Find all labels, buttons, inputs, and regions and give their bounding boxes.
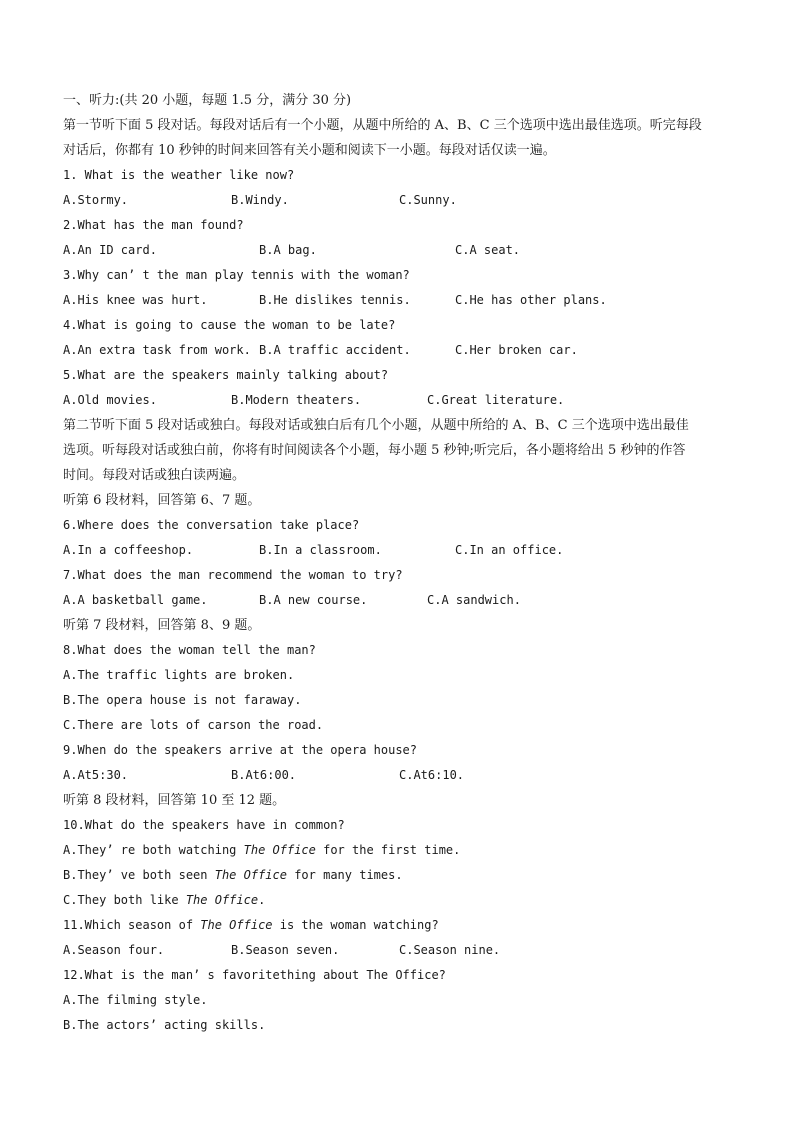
question-10: 10.What do the speakers have in common? <box>63 818 345 832</box>
option-9b: B.At6:00. <box>231 768 297 782</box>
show-title: The Office <box>214 868 287 882</box>
question-7: 7.What does the man recommend the woman to try? <box>63 568 403 582</box>
option-12a: A.The filming style. <box>63 993 208 1007</box>
option-6b: B.In a classroom. <box>259 543 382 557</box>
question-12: 12.What is the man’ s favoritething about The Office? <box>63 968 446 982</box>
option-4a: A.An extra task from work. <box>63 343 251 357</box>
option-1a: A.Stormy. <box>63 193 129 207</box>
part2-intro-line-1: 第二节听下面 5 段对话或独白。每段对话或独白后有几个小题，从题中所给的 A、B、C 三个选项中选出最佳 <box>63 418 689 433</box>
show-title: The Office <box>185 893 259 907</box>
question-11: 11.Which season of The Office is the woman watching? <box>63 918 439 932</box>
question-6: 6.Where does the conversation take place? <box>63 518 360 532</box>
question-8: 8.What does the woman tell the man? <box>63 643 316 657</box>
option-3c: C.He has other plans. <box>455 293 607 307</box>
option-5c: C.Great literature. <box>427 393 565 407</box>
option-8b: B.The opera house is not faraway. <box>63 693 302 707</box>
part2-intro-line-2: 选项。听每段对话或独白前，你将有时间阅读各个小题，每小题 5 秒钟;听完后，各小题将给出 5 秒钟的作答 <box>63 443 686 458</box>
option-11b: B.Season seven. <box>231 943 340 957</box>
option-6a: A.In a coffeeshop. <box>63 543 194 557</box>
option-7a: A.A basketball game. <box>63 593 208 607</box>
question-3: 3.Why can’ t the man play tennis with the woman? <box>63 268 410 282</box>
question-2: 2.What has the man found? <box>63 218 244 232</box>
option-7c: C.A sandwich. <box>427 593 521 607</box>
options-1 <box>63 188 743 213</box>
option-2a: A.An ID card. <box>63 243 157 257</box>
option-10a: A.They’ re both watching The Office for the first time. <box>63 843 461 857</box>
options-9 <box>63 763 743 788</box>
option-9a: A.At5:30. <box>63 768 129 782</box>
option-4c: C.Her broken car. <box>455 343 578 357</box>
options-2 <box>63 238 743 263</box>
option-8c: C.There are lots of carson the road. <box>63 718 324 732</box>
option-9c: C.At6:10. <box>399 768 465 782</box>
exam-page <box>63 88 743 1038</box>
option-10c: C.They both like The Office. <box>63 893 266 907</box>
option-2b: B.A bag. <box>259 243 317 257</box>
question-1: 1. What is the weather like now? <box>63 168 295 182</box>
option-5a: A.Old movies. <box>63 393 157 407</box>
options-11 <box>63 938 743 963</box>
part1-intro-line-1: 第一节听下面 5 段对话。每段对话后有一个小题，从题中所给的 A、B、C 三个选项中选出最佳选项。听完每段 <box>63 118 702 133</box>
option-3a: A.His knee was hurt. <box>63 293 208 307</box>
option-10b: B.They’ ve both seen The Office for many times. <box>63 868 403 882</box>
show-title: The Office <box>243 843 316 857</box>
group-7-header: 听第 7 段材料，回答第 8、9 题。 <box>63 618 261 633</box>
option-2c: C.A seat. <box>455 243 521 257</box>
question-5: 5.What are the speakers mainly talking about? <box>63 368 389 382</box>
options-6 <box>63 538 743 563</box>
part1-intro-line-2: 对话后，你都有 10 秒钟的时间来回答有关小题和阅读下一小题。每段对话仅读一遍。 <box>63 143 556 158</box>
option-11c: C.Season nine. <box>399 943 501 957</box>
options-3 <box>63 288 743 313</box>
option-11a: A.Season four. <box>63 943 165 957</box>
question-9: 9.When do the speakers arrive at the opera house? <box>63 743 418 757</box>
options-5 <box>63 388 743 413</box>
option-6c: C.In an office. <box>455 543 564 557</box>
group-6-header: 听第 6 段材料，回答第 6、7 题。 <box>63 493 261 508</box>
option-8a: A.The traffic lights are broken. <box>63 668 295 682</box>
option-5b: B.Modern theaters. <box>231 393 362 407</box>
option-7b: B.A new course. <box>259 593 368 607</box>
options-7 <box>63 588 743 613</box>
part2-intro-line-3: 时间。每段对话或独白读两遍。 <box>63 468 246 483</box>
show-title: The Office <box>200 918 273 932</box>
question-4: 4.What is going to cause the woman to be late? <box>63 318 396 332</box>
option-4b: B.A traffic accident. <box>259 343 411 357</box>
option-1c: C.Sunny. <box>399 193 457 207</box>
option-3b: B.He dislikes tennis. <box>259 293 411 307</box>
options-4 <box>63 338 743 363</box>
section-title: 一、听力:(共 20 小题，每题 1.5 分，满分 30 分) <box>63 93 352 108</box>
option-1b: B.Windy. <box>231 193 289 207</box>
option-12b: B.The actors’ acting skills. <box>63 1018 266 1032</box>
group-8-header: 听第 8 段材料，回答第 10 至 12 题。 <box>63 793 286 808</box>
